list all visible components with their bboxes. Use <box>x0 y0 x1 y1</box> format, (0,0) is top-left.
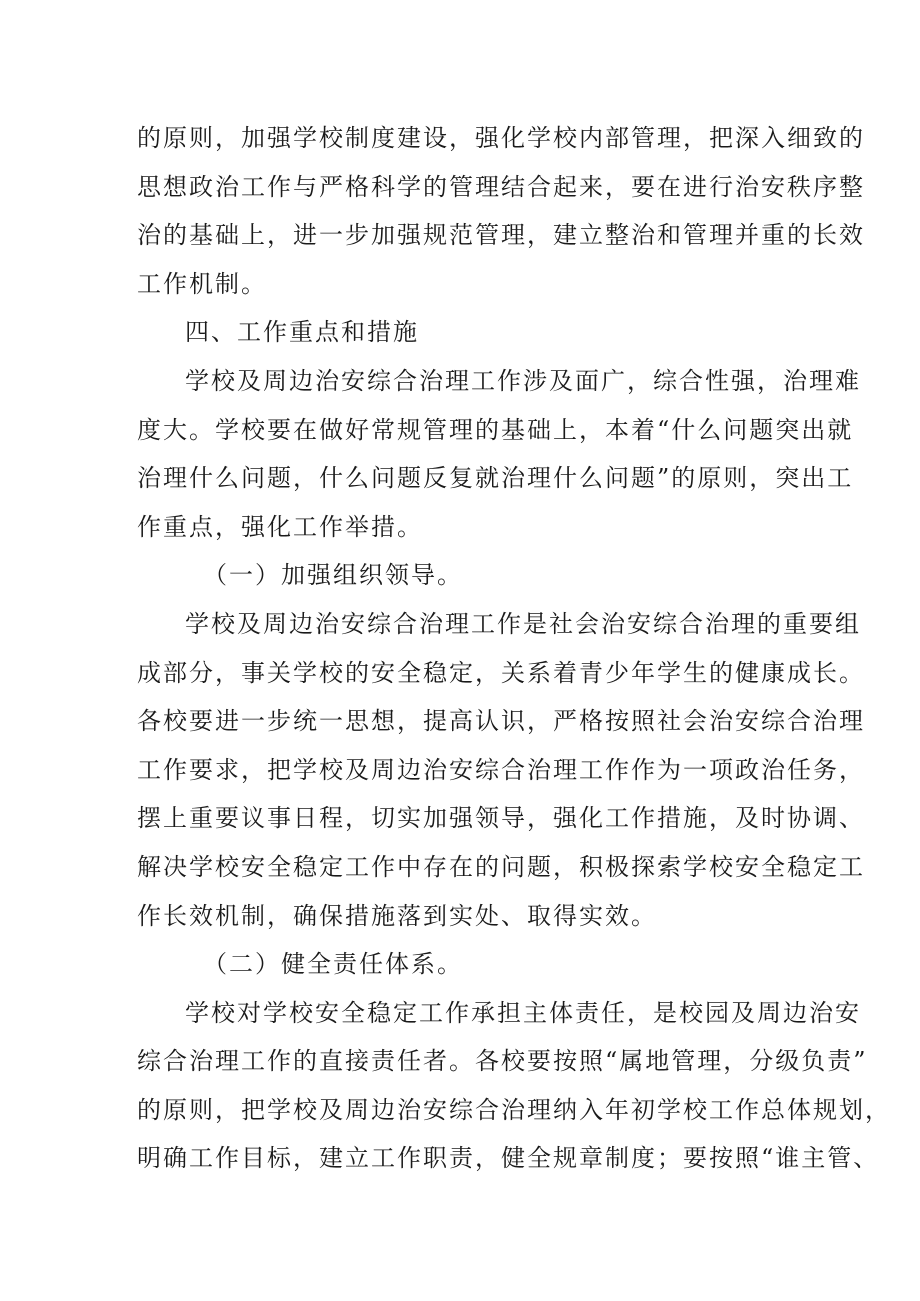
heading-text: 四、工作重点和措施 <box>185 318 419 347</box>
text-line: 成部分，事关学校的安全稳定，关系着青少年学生的健康成长。 <box>137 658 865 687</box>
text-line: 工作机制。 <box>137 269 267 298</box>
paragraph <box>137 357 861 551</box>
text-line: 各校要进一步统一思想，提高认识，严格按照社会治安综合治理 <box>137 707 865 736</box>
text-line: 的原则，把学校及周边治安综合治理纳入年初学校工作总体规划， <box>137 1095 891 1124</box>
paragraph <box>137 600 865 940</box>
text-line: 度大。学校要在做好常规管理的基础上，本着“什么问题突出就 <box>137 415 854 444</box>
text-line: 学校对学校安全稳定工作承担主体责任，是校园及周边治安 <box>185 998 861 1027</box>
text-line: 摆上重要议事日程，切实加强领导，强化工作措施，及时协调、 <box>137 804 865 833</box>
text-line: 工作要求，把学校及周边治安综合治理工作作为一项政治任务， <box>137 755 865 784</box>
text-line: 学校及周边治安综合治理工作涉及面广，综合性强，治理难 <box>185 366 861 395</box>
paragraph <box>137 989 891 1183</box>
text-line: 的原则，加强学校制度建设，强化学校内部管理，把深入细致的 <box>137 124 865 152</box>
heading-text: （二）健全责任体系。 <box>203 950 463 979</box>
subsection-heading <box>137 551 787 600</box>
paragraph-continuation <box>137 114 865 308</box>
text-line: 解决学校安全稳定工作中存在的问题，积极探索学校安全稳定工 <box>137 852 865 881</box>
text-line: 学校及周边治安综合治理工作是社会治安综合治理的重要组 <box>185 609 861 638</box>
document-body <box>137 114 891 1183</box>
text-line: 治的基础上，进一步加强规范管理，建立整治和管理并重的长效 <box>137 221 865 250</box>
text-line: 作重点，强化工作举措。 <box>137 512 423 541</box>
text-line: 作长效机制，确保措施落到实处、取得实效。 <box>137 901 657 930</box>
text-line: 思想政治工作与严格科学的管理结合起来，要在进行治安秩序整 <box>137 172 865 201</box>
heading-text: （一）加强组织领导。 <box>203 561 463 590</box>
text-line: 治理什么问题，什么问题反复就治理什么问题”的原则，突出工 <box>137 464 854 493</box>
text-line: 综合治理工作的直接责任者。各校要按照“属地管理，分级负责” <box>137 1047 868 1076</box>
text-line: 明确工作目标，建立工作职责，健全规章制度；要按照“谁主管、 <box>137 1144 880 1173</box>
section-heading <box>137 308 787 357</box>
subsection-heading <box>137 940 787 989</box>
